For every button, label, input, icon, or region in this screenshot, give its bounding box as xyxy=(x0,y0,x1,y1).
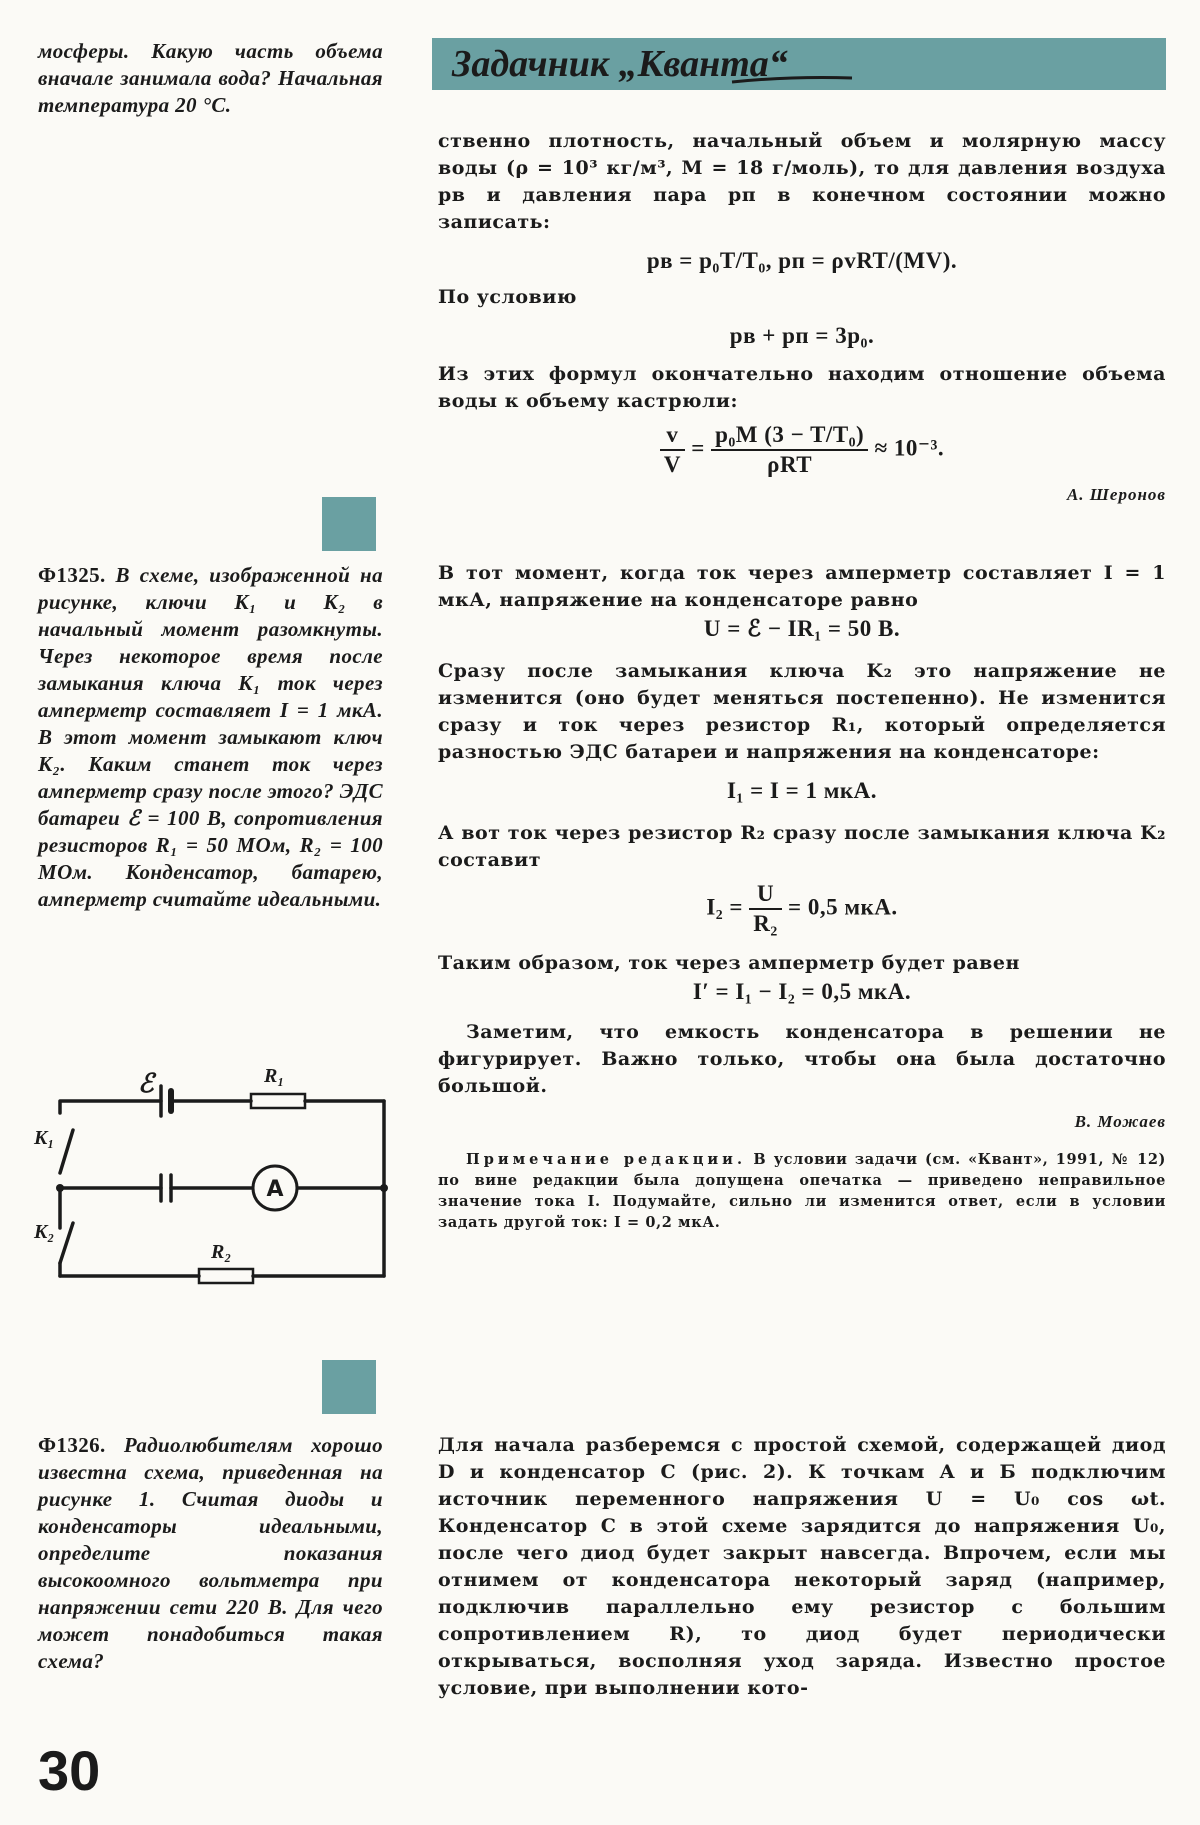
author-sheronov: А. Шеронов xyxy=(1066,485,1166,504)
formula-i1: I₁ = I = 1 мкА. xyxy=(726,778,878,803)
r1-label: R₁ xyxy=(264,1065,285,1087)
k1-label: K₁ xyxy=(34,1127,55,1149)
solution-1325-para-3: А вот ток через резистор R₂ сразу после замыкания ключа K₂ составит xyxy=(438,822,1166,871)
circuit-diagram xyxy=(28,1058,398,1298)
author-mozhaev: В. Можаев xyxy=(1074,1112,1166,1131)
editorial-note xyxy=(438,1149,1166,1233)
problem-1326 xyxy=(38,1432,383,1675)
solution-1326 xyxy=(438,1432,1166,1702)
problem-1325 xyxy=(38,562,383,913)
formula-ammeter-current: I′ = I₁ − I₂ = 0,5 мкА. xyxy=(692,979,912,1004)
page-number: 30 xyxy=(38,1739,101,1802)
solution-1324-para-3: Из этих формул окончательно находим отношение объема воды к объему кастрюли: xyxy=(438,363,1166,412)
r2-label: R₂ xyxy=(211,1241,232,1263)
header-handwriting xyxy=(432,38,1166,90)
i2-fraction: $\frac{U}{\text{R₂}}$ xyxy=(749,880,782,938)
editorial-note-text: В условии задачи (см. «Квант», 1991, № 12) по вине редакции была допущена опечатка — приведено неправильное значение тока I. Подумайте, сильно ли изменится ответ, если в условии задать другой ток: I = 0,2 мкА. xyxy=(438,1151,1166,1231)
solution-1325-para-5: Заметим, что емкость конденсатора в решении не фигурирует. Важно только, чтобы она была достаточно большой. xyxy=(438,1021,1166,1097)
formula-volume-ratio: $\frac{v}{V}$ = $\frac{\text{p₀M (3 − T/T₀)}}{\text{ρRT}}$ ≈ 10⁻³. xyxy=(438,421,1166,479)
emf-label: ℰ xyxy=(138,1069,154,1098)
problem-1325-label: Ф1325. xyxy=(38,563,106,587)
solution-1326-para-1: Для начала разберемся с простой схемой, содержащей диод D и конденсатор C (рис. 2). К точкам A и Б подключим источник переменного напряжения U = U₀ cos ωt. Конденсатор C в этой схеме зарядится до напряжения U₀, после чего диод будет закрыт навсегда. Впрочем, если мы отнимем от конденсатора некоторый заряд (например, подключив параллельно ему резистор с большим сопротивлением R), то диод будет периодически открываться, восполняя уход заряда. Известно простое условие, при выполнении кото- xyxy=(438,1434,1166,1699)
solution-1324 xyxy=(438,128,1166,508)
solution-1325-para-2: Сразу после замыкания ключа K₂ это напряжение не изменится (оно будет меняться постепенно). Не изменится сразу и ток через резистор R₁, который определяется разностью ЭДС батареи и напряжения на конденсаторе: xyxy=(438,660,1166,763)
switch-k2 xyxy=(60,1223,73,1263)
section-marker-square xyxy=(322,1360,376,1414)
header-title: Задачник „Кванта“ xyxy=(452,43,788,85)
continued-problem-text xyxy=(38,38,383,119)
formula-pressures: pв = p₀T/T₀, pп = ρvRT/(MV). xyxy=(646,248,958,273)
problem-1326-text: Радиолюбителям хорошо известна схема, приведенная на рисунке 1. Считая диоды и конденсаторы идеальными, определите показания высокоомного вольтметра при напряжении сети 220 В. Для чего может понадобиться такая схема? xyxy=(38,1433,384,1673)
resistor-r1 xyxy=(251,1094,305,1108)
resistor-r2 xyxy=(199,1269,253,1283)
formula-capacitor-voltage: U = ℰ − IR₁ = 50 В. xyxy=(703,616,901,641)
problem-1326-label: Ф1326. xyxy=(38,1433,106,1457)
continued-problem-body: мосферы. Какую часть объема вначале занимала вода? Начальная температура 20 °С. xyxy=(38,39,383,117)
problem-1325-text: В схеме, изображенной на рисунке, ключи К₁ и К₂ в начальный момент разомкнуты. Через некоторое время после замыкания ключа К₁ ток через амперметр составляет I = 1 мкА. В этот момент замыкают ключ К₂. Каким станет ток через амперметр сразу после этого? ЭДС батареи ℰ = 100 В, сопротивления резисторов R₁ = 50 МОм, R₂ = 100 МОм. Конденсатор, батарею, амперметр считайте идеальными. xyxy=(38,563,383,911)
editorial-note-lead: Примечание редакции. xyxy=(466,1151,746,1168)
junction-right xyxy=(380,1184,388,1192)
solution-1324-para-1: ственно плотность, начальный объем и молярную массу воды (ρ = 10³ кг/м³, M = 18 г/моль), то для давления воздуха pв и давления пара pп в конечном состоянии можно записать: xyxy=(438,130,1166,233)
ammeter-label: A xyxy=(266,1177,284,1202)
section-header-band xyxy=(432,38,1166,90)
switch-k1 xyxy=(60,1130,73,1173)
k2-label: K₂ xyxy=(34,1221,55,1243)
solution-1324-para-2: По условию xyxy=(438,286,577,308)
circuit-top-wire-left xyxy=(60,1101,161,1113)
formula-i2: I₂ = $\frac{U}{\text{R₂}}$ = 0,5 мкА. xyxy=(706,881,898,936)
ratio-lhs: $\frac{v}{V}$ xyxy=(660,421,685,479)
junction-left xyxy=(56,1184,64,1192)
section-marker-square xyxy=(322,497,376,551)
solution-1325 xyxy=(438,560,1166,1233)
ratio-rhs: $\frac{\text{p₀M (3 − T/T₀)}}{\text{ρRT}}$ xyxy=(711,421,868,479)
formula-condition: pв + pп = 3p₀. xyxy=(729,323,875,348)
solution-1325-para-4: Таким образом, ток через амперметр будет равен xyxy=(438,952,1020,974)
solution-1325-para-1: В тот момент, когда ток через амперметр составляет I = 1 мкА, напряжение на конденсаторе равно xyxy=(438,562,1166,611)
